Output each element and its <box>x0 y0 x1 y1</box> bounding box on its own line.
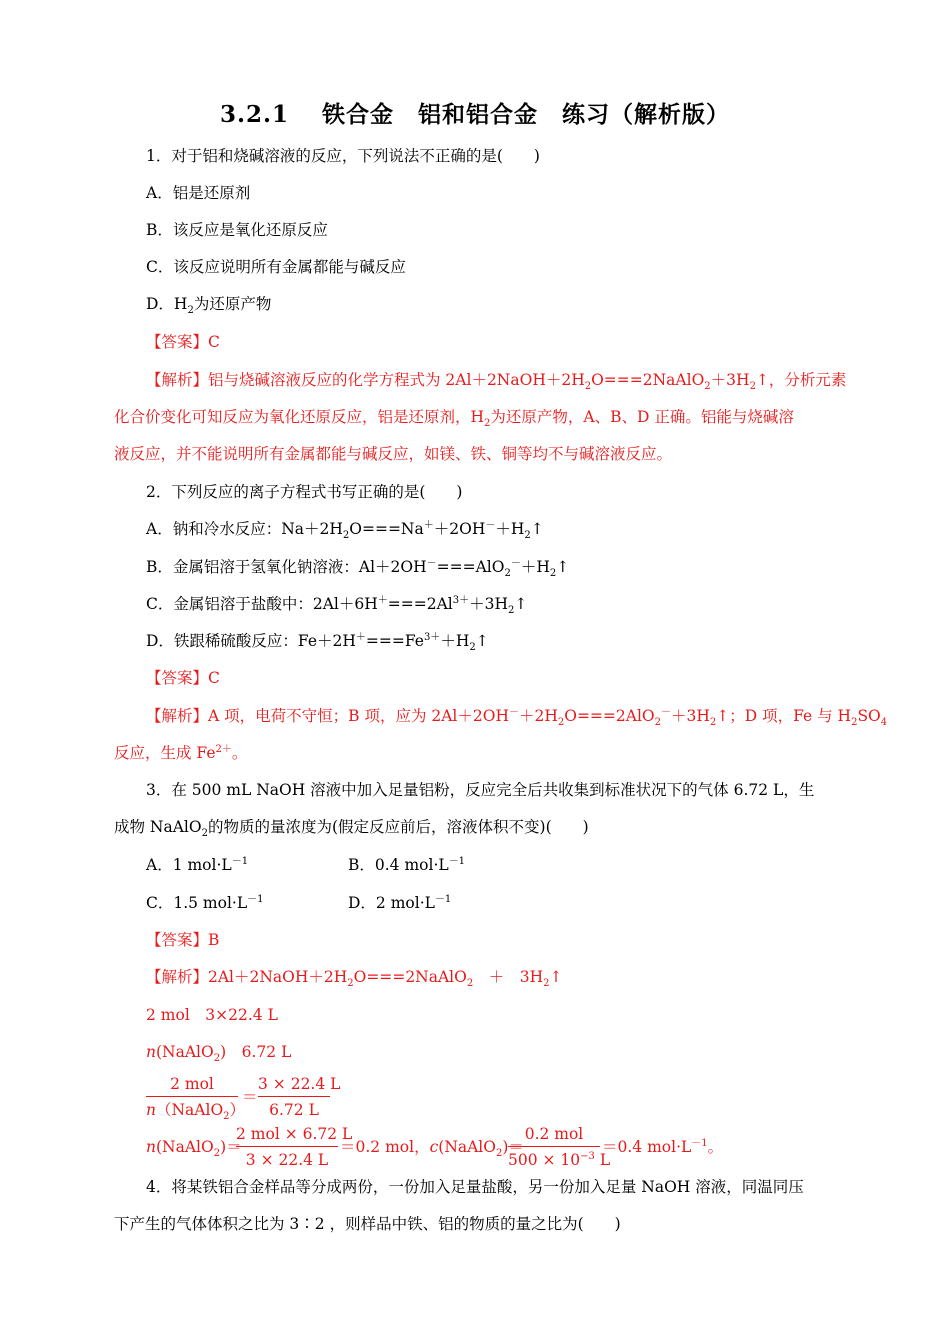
q4-stem-line2: 下产生的气体体积之比为 3∶2 ，则样品中铁、铝的物质的量之比为( ) <box>114 1215 621 1233</box>
q3-stem-line1: 3．在 500 mL NaOH 溶液中加入足量铝粉，反应完全后共收集到标准状况下的气体 6.72 L，生 <box>146 781 815 799</box>
fraction-n-denominator: 3 × 22.4 L <box>245 1151 329 1169</box>
fraction-volumes-numerator: 3 × 22.4 L <box>258 1075 341 1093</box>
q3-option-a: A．1 $mol\cdot L^{-1}$ <box>146 855 249 874</box>
q1-option-d: D．$H_2$为还原产物 <box>146 295 272 317</box>
page-title: 3.2.1 铁合金 铝和铝合金 练习（解析版） <box>219 101 731 128</box>
fraction-moles <box>146 1074 246 1123</box>
q1-explanation-line1: 【解析】铝与烧碱溶液反应的化学方程式为 $2Al+2NaOH+2H_2O===2NaAlO_2+3H_2↑$，分析元素 <box>146 371 847 393</box>
q2-explanation-line2: 反应，生成 $Fe^{2+}$。 <box>114 743 248 762</box>
q2-answer: 【答案】C <box>146 669 220 687</box>
equals-sign: ＝ <box>242 1088 258 1106</box>
q2-option-b: B．金属铝溶于氢氧化钠溶液：$Al+2OH^-===AlO_2^-+H_2↑$ <box>146 557 570 580</box>
q3-option-d: D．2 $mol\cdot L^{-1}$ <box>348 893 452 912</box>
q3-result-c-label: ＝0.2 mol，c(NaAlO$_2$)＝ <box>340 1138 524 1160</box>
fraction-c-denominator: $500 \times 10^{-3}$ L <box>508 1150 611 1169</box>
fraction-moles-numerator: 2 mol <box>170 1075 214 1093</box>
fraction-n-numerator: 2 mol × 6.72 L <box>236 1125 353 1143</box>
q1-explanation-line2: 化合价变化可知反应为氧化还原反应，铝是还原剂，$H_2$为还原产物，A、B、D 正确。铝能与烧碱溶 <box>114 408 794 430</box>
q2-option-d: D．铁跟稀硫酸反应：$Fe+2H^+===Fe^{3+}+H_2↑$ <box>146 631 489 654</box>
q1-answer: 【答案】C <box>146 333 220 351</box>
fraction-bar <box>236 1146 338 1147</box>
q3-explanation-row1: 2 mol 3×22.4 L <box>146 1006 278 1024</box>
q3-option-b: B．0.4 $mol\cdot L^{-1}$ <box>348 855 466 874</box>
q3-option-c: C．1.5 $mol\cdot L^{-1}$ <box>146 893 264 912</box>
fraction-moles-denominator: n（NaAlO$_2$） <box>146 1101 246 1123</box>
q4-stem-line1: 4．将某铁铝合金样品等分成两份，一份加入足量盐酸，另一份加入足量 NaOH 溶液，同温同压 <box>146 1178 804 1196</box>
q3-explanation-row2: n(NaAlO$_2$) 6.72 L <box>146 1043 292 1065</box>
fraction-bar <box>146 1096 238 1097</box>
q1-option-a: A．铝是还原剂 <box>146 184 251 202</box>
fraction-bar <box>508 1146 600 1147</box>
q3-explanation-equation: 【解析】$2Al+2NaOH+2H_2O===2NaAlO_2$ ＋ $3H_2↑$ <box>146 968 563 990</box>
fraction-c-result <box>508 1124 611 1170</box>
fraction-c-numerator: 0.2 mol <box>524 1125 584 1143</box>
fraction-volumes-denominator: 6.72 L <box>269 1101 319 1119</box>
q3-result-n-label: n(NaAlO$_2$)＝ <box>146 1138 242 1160</box>
q1-option-c: C．该反应说明所有金属都能与碱反应 <box>146 258 406 276</box>
q1-explanation-line3: 液反应，并不能说明所有金属都能与碱反应，如镁、铁、铜等均不与碱溶液反应。 <box>114 445 673 463</box>
fraction-volumes <box>258 1074 341 1120</box>
q2-option-a: A．钠和冷水反应：$Na+2H_2O===Na^++2OH^-+H_2↑$ <box>146 519 544 542</box>
q3-result-final: ＝0.4 $mol\cdot L^{-1}$。 <box>602 1137 724 1156</box>
fraction-n-result <box>236 1124 353 1170</box>
fraction-bar <box>258 1096 330 1097</box>
q3-answer: 【答案】B <box>146 931 220 949</box>
q1-stem: 1．对于铝和烧碱溶液的反应，下列说法不正确的是( ) <box>146 147 540 165</box>
q1-option-b: B．该反应是氧化还原反应 <box>146 221 328 239</box>
q2-option-c: C．金属铝溶于盐酸中：$2Al+6H^+===2Al^{3+}+3H_2↑$ <box>146 594 528 617</box>
q2-stem: 2．下列反应的离子方程式书写正确的是( ) <box>146 483 463 501</box>
q3-stem-line2: 成物 NaAlO$_2$的物质的量浓度为(假定反应前后，溶液体积不变)( ) <box>114 818 589 840</box>
q2-explanation-line1: 【解析】A 项，电荷不守恒；B 项，应为 $2Al+2OH^-+2H_2O===2AlO_2^-+3H_2↑$；D 项，Fe 与 $H_2SO_4$ <box>146 706 888 729</box>
